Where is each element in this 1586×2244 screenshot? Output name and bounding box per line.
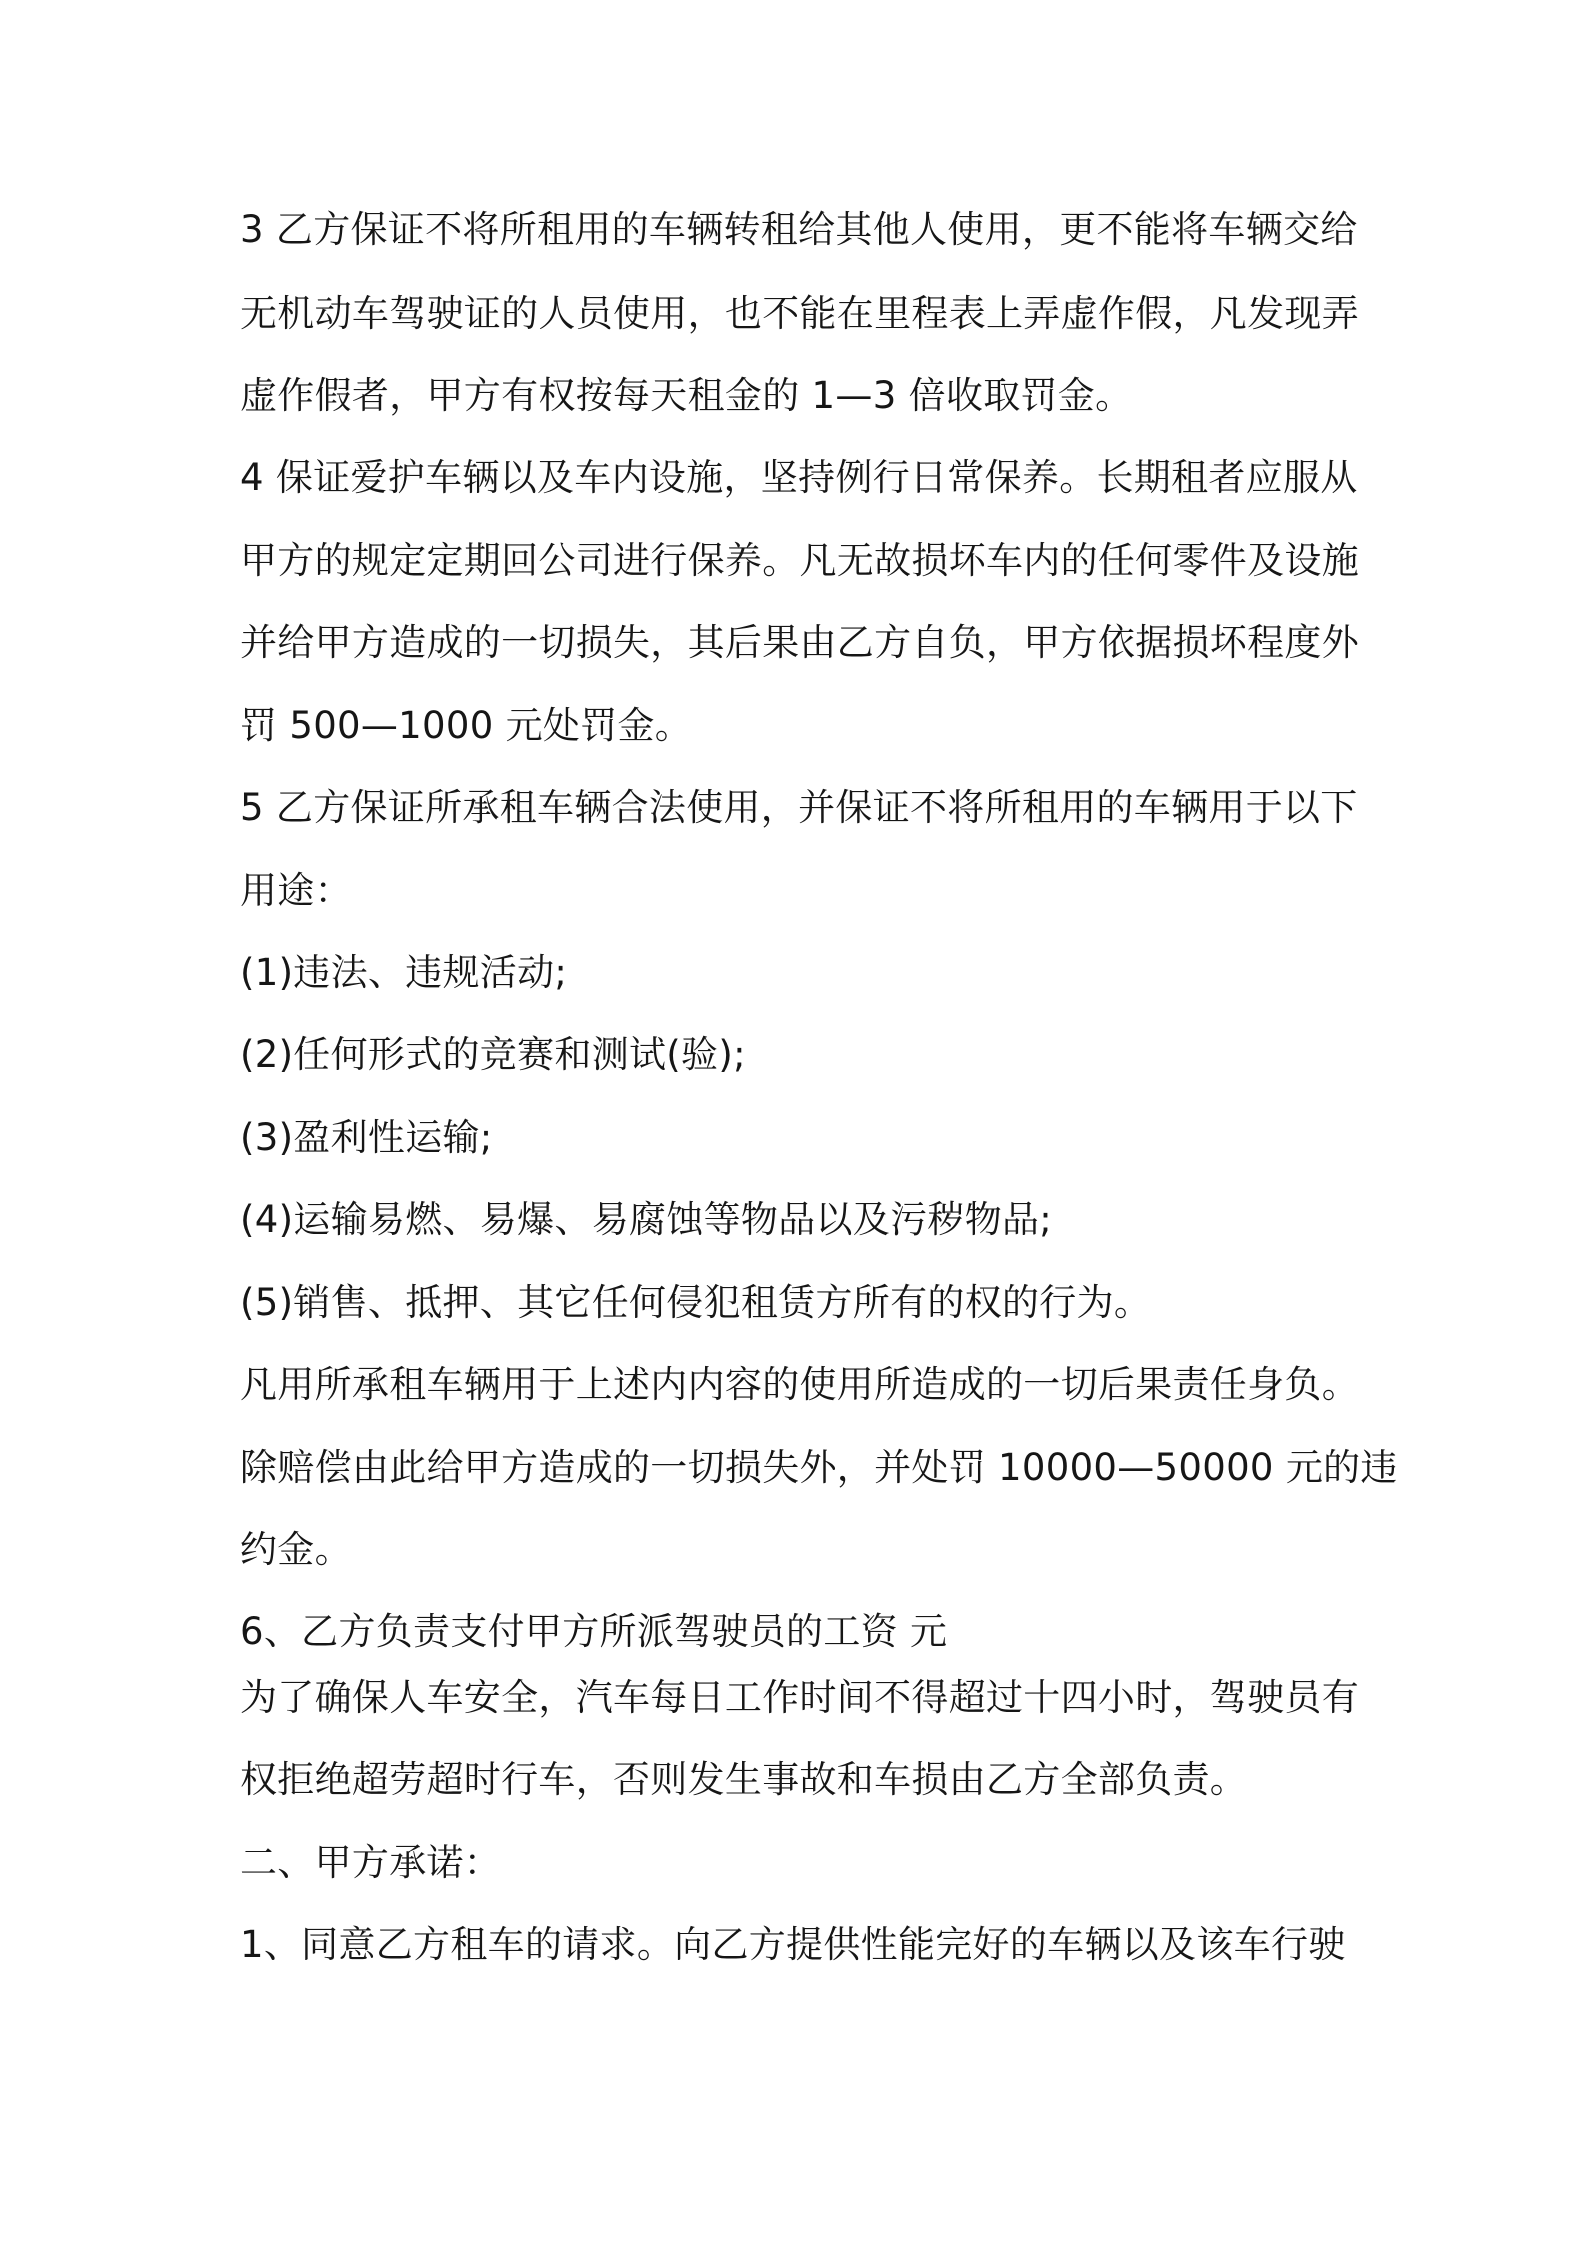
list-item-4: (4)运输易燃、易爆、易腐蚀等物品以及污秽物品; bbox=[240, 1198, 1053, 1241]
section-heading: 二、甲方承诺： bbox=[240, 1841, 502, 1884]
text-line-9: 用途： bbox=[240, 869, 352, 912]
list-item-1: (1)违法、违规活动; bbox=[240, 951, 568, 994]
text-line-20: 权拒绝超劳超时行车，否则发生事故和车损由乙方全部负责。 bbox=[240, 1758, 1248, 1801]
text-line-7: 罚 500—1000 元处罚金。 bbox=[240, 704, 693, 747]
text-line-22: 1、同意乙方租车的请求。向乙方提供性能完好的车辆以及该车行驶 bbox=[240, 1923, 1346, 1966]
text-line-17: 约金。 bbox=[240, 1528, 352, 1571]
text-line-8: 5 乙方保证所承租车辆合法使用，并保证不将所租用的车辆用于以下 bbox=[240, 786, 1358, 829]
list-item-5: (5)销售、抵押、其它任何侵犯租赁方所有的权的行为。 bbox=[240, 1281, 1152, 1324]
text-line-18: 6、乙方负责支付甲方所派驾驶员的工资 元 bbox=[240, 1610, 948, 1653]
text-line-4: 4 保证爱护车辆以及车内设施，坚持例行日常保养。长期租者应服从 bbox=[240, 456, 1358, 499]
text-line-3: 虚作假者，甲方有权按每天租金的 1—3 倍收取罚金。 bbox=[240, 374, 1133, 417]
text-line-1: 3 乙方保证不将所租用的车辆转租给其他人使用，更不能将车辆交给 bbox=[240, 208, 1358, 251]
text-line-6: 并给甲方造成的一切损失，其后果由乙方自负，甲方依据损坏程度外 bbox=[240, 621, 1359, 664]
text-line-2: 无机动车驾驶证的人员使用，也不能在里程表上弄虚作假，凡发现弄 bbox=[240, 292, 1359, 335]
list-item-2: (2)任何形式的竞赛和测试(验); bbox=[240, 1033, 746, 1076]
text-line-15: 凡用所承租车辆用于上述内内容的使用所造成的一切后果责任身负。 bbox=[240, 1363, 1359, 1406]
list-item-3: (3)盈利性运输; bbox=[240, 1116, 493, 1159]
text-line-16: 除赔偿由此给甲方造成的一切损失外，并处罚 10000—50000 元的违 bbox=[240, 1446, 1398, 1489]
text-line-19: 为了确保人车安全，汽车每日工作时间不得超过十四小时，驾驶员有 bbox=[240, 1676, 1359, 1719]
text-line-5: 甲方的规定定期回公司进行保养。凡无故损坏车内的任何零件及设施 bbox=[240, 539, 1359, 582]
